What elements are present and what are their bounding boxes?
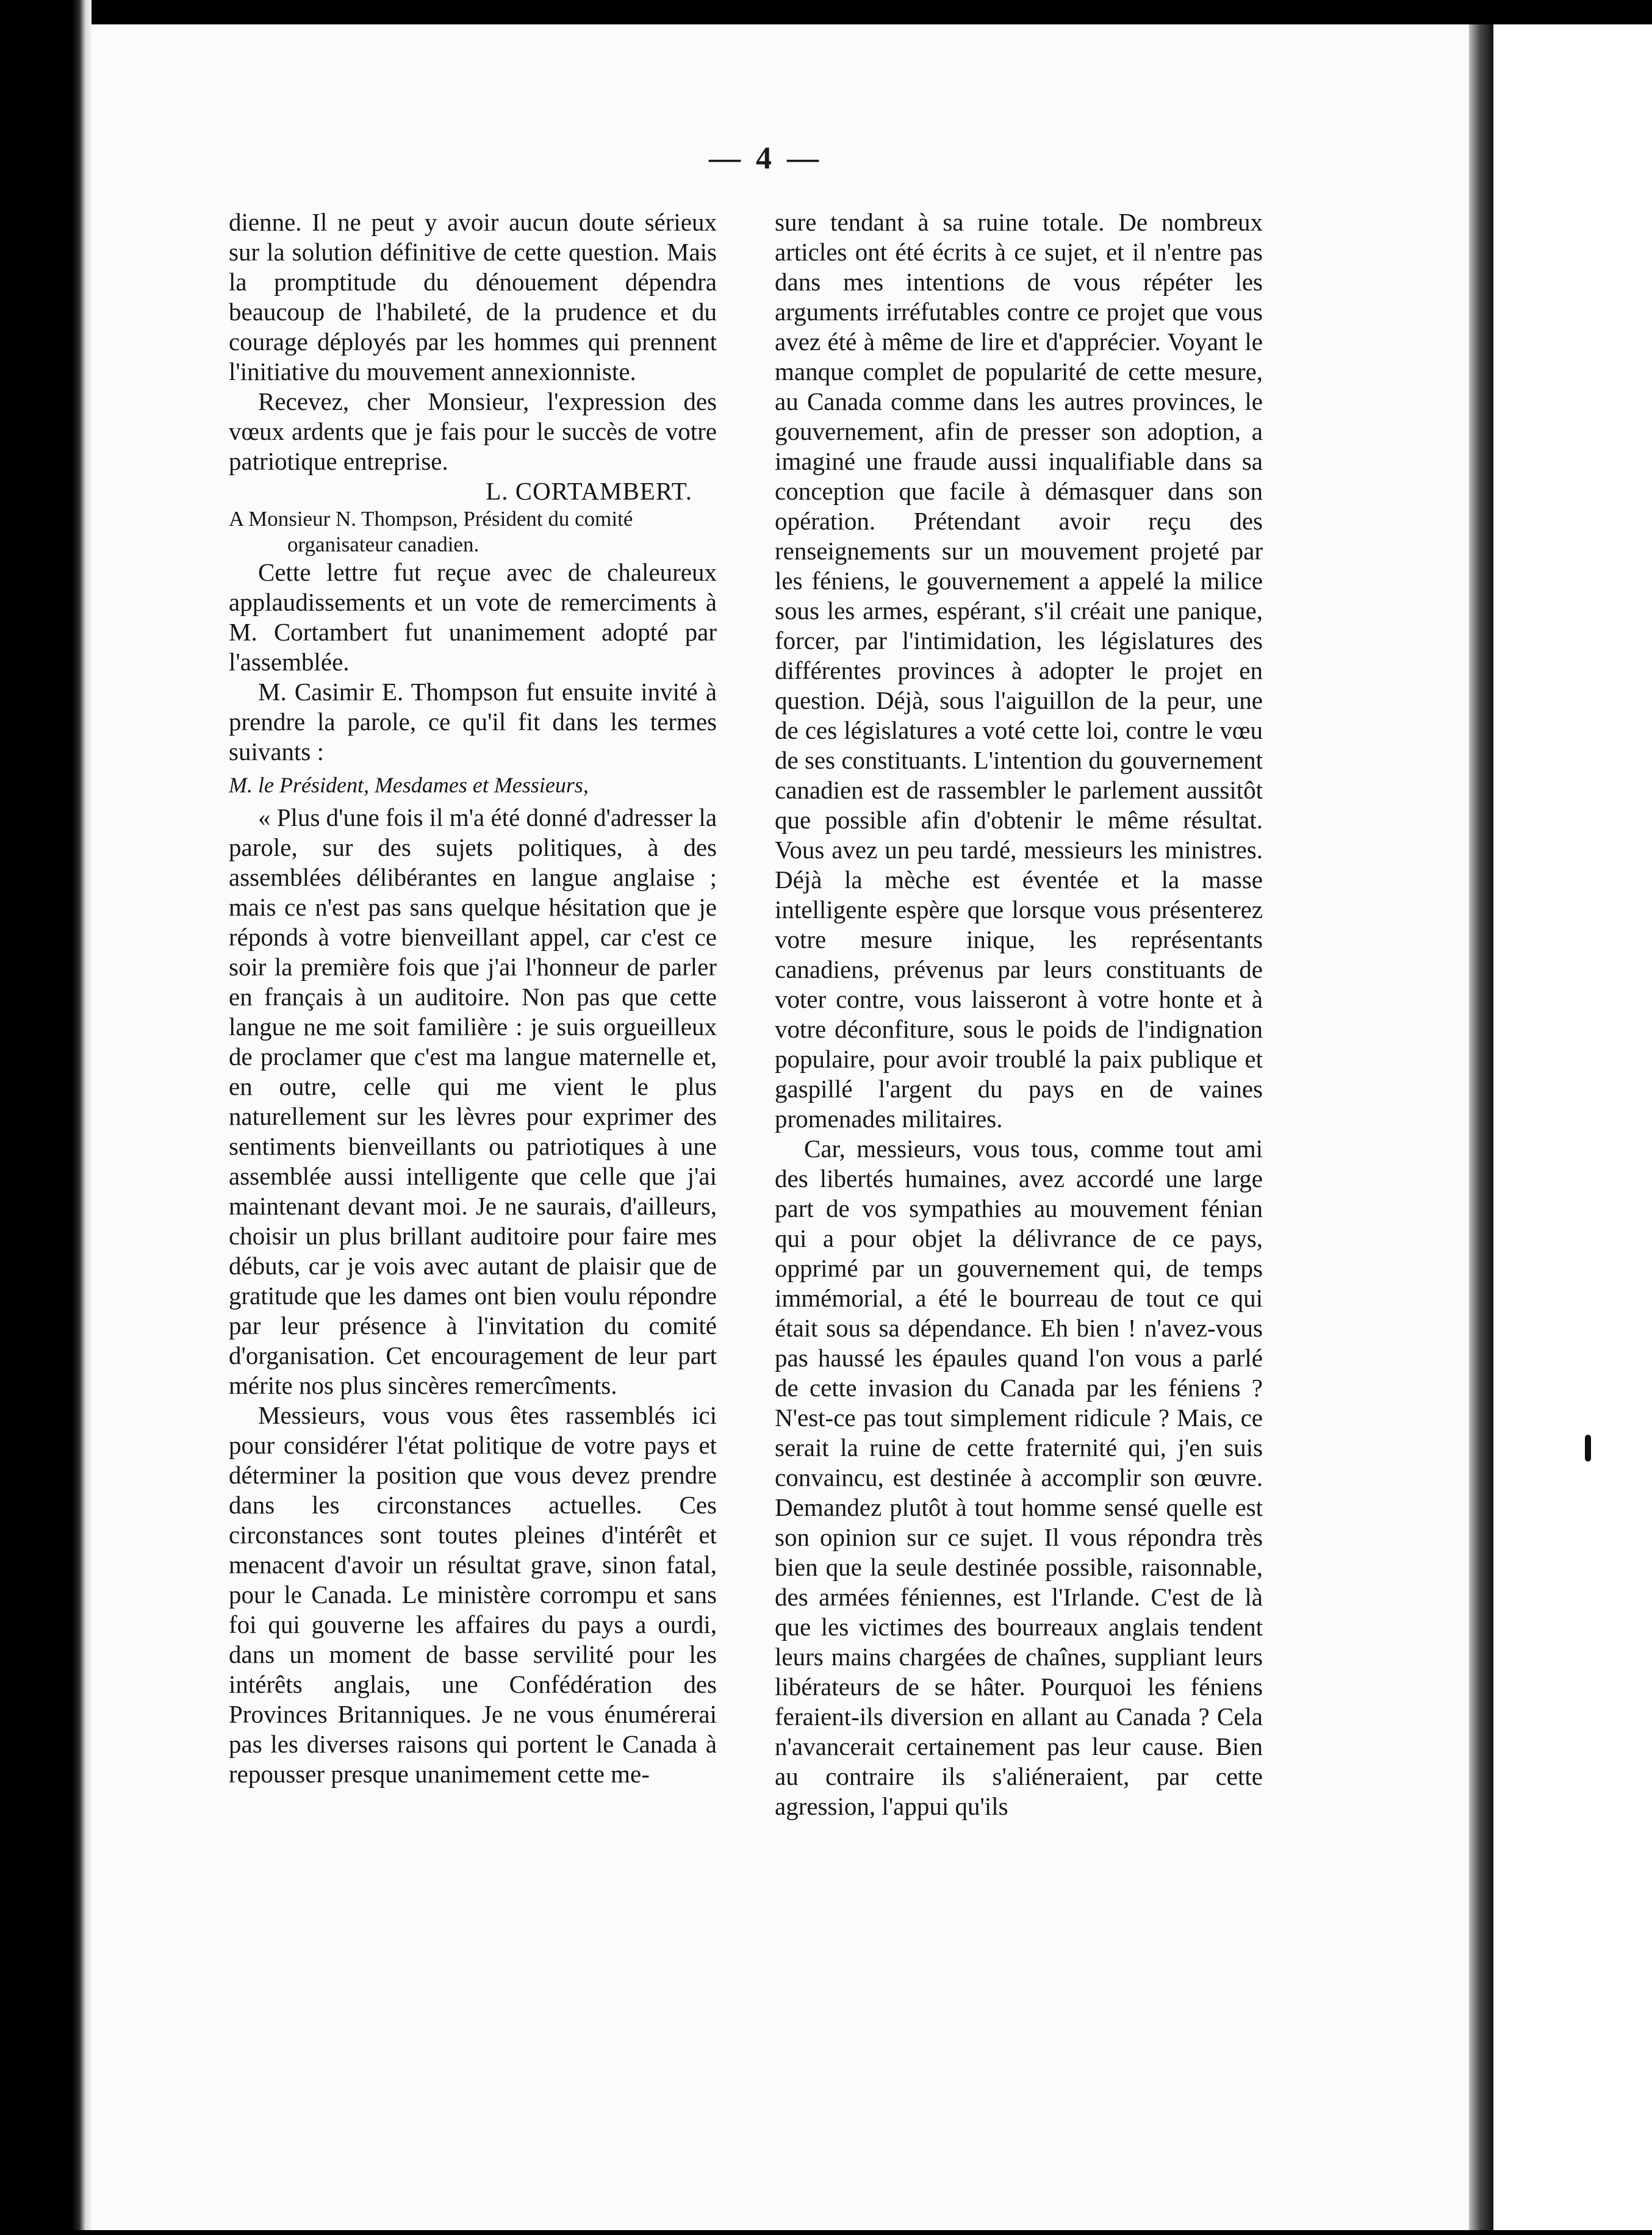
paragraph: Recevez, cher Monsieur, l'expression des vœux ardents que je fais pour le succès de votre patriotique entreprise. (229, 387, 717, 475)
ink-mark (1585, 1435, 1591, 1462)
salutation: M. le Président, Mesdames et Messieurs, (229, 773, 589, 797)
paragraph: Cette lettre fut reçue avec de chaleureux applaudissements et un vote de remerciments à M. Cortambert fut unanimement adopté par l'assemblée. (229, 558, 717, 676)
paragraph: dienne. Il ne peut y avoir aucun doute sérieux sur la solution définitive de cette question. Mais la promptitude du dénouement dépendra beaucoup de l'habileté, de la prudence et du courage déployés par les hommes qui prennent l'initiative du mouvement annexionniste. (229, 208, 717, 386)
right-column (775, 207, 1263, 1821)
adjacent-page-edge (1493, 24, 1652, 2230)
paragraph: Messieurs, vous vous êtes rassemblés ici pour considérer l'état politique de votre pays et déterminer la position que vous devez prendre dans les circonstances actuelles. Ces circonstances sont toutes pleines d'intérêt et menacent d'avoir un résultat grave, sinon fatal, pour le Canada. Le ministère corrompu et sans foi qui gouverne les affaires du pays a ourdi, dans un moment de basse servilité pour les intérêts anglais, une Confédération des Provinces Britanniques. Je ne vous énumérerai pas les diverses raisons qui portent le Canada à repousser presque unanimement cette me- (229, 1401, 717, 1788)
scan-top-border (0, 0, 1652, 24)
letter-address (229, 506, 717, 558)
paragraph: « Plus d'une fois il m'a été donné d'adresser la parole, sur des sujets politiques, à des assemblées délibérantes en langue anglaise ; mais ce n'est pas sans quelque hésitation que je réponds à votre bienveillant appel, car c'est ce soir la première fois que j'ai l'honneur de parler en français à un auditoire. Non pas que cette langue ne me soit familière : je suis orgueilleux de proclamer que c'est ma langue maternelle et, en outre, celle qui me vient le plus naturellement sur les lèvres pour exprimer des sentiments bienveillants ou patriotiques à une assemblée aussi intelligente que celle que j'ai maintenant devant moi. Je ne saurais, d'ailleurs, choisir un plus brillant auditoire pour faire mes débuts, car je vois avec autant de plaisir que de gratitude que les dames ont bien voulu répondre par leur présence à l'invitation du comité d'organisation. Cet encouragement de leur part mérite nos plus sincères remercîments. (229, 803, 717, 1399)
paragraph: M. Casimir E. Thompson fut ensuite invité à prendre la parole, ce qu'il fit dans les termes suivants : (229, 678, 717, 766)
paragraph: sure tendant à sa ruine totale. De nombreux articles ont été écrits à ce sujet, et il n'entre pas dans mes intentions de vous répéter les arguments irréfutables contre ce projet que vous avez été à même de lire et d'apprécier. Voyant le manque complet de popularité de cette mesure, au Canada comme dans les autres provinces, le gouvernement, afin de presser son adoption, a imaginé une fraude aussi inqualifiable dans sa conception que facile à démasquer dans son opération. Prétendant avoir reçu des renseignements sur un mouvement projeté par les féniens, le gouvernement a appelé la milice sous les armes, espérant, s'il créait une panique, forcer, par l'intimidation, les législatures des différentes provinces à adopter le projet en question. Déjà, sous l'aiguillon de la peur, une de ces législatures a voté cette loi, contre le vœu de ses constituants. L'intention du gouvernement canadien est de rassembler le parlement aussitôt que possible afin d'obtenir le même résultat. Vous avez un peu tardé, messieurs les ministres. Déjà la mèche est éventée et la masse intelligente espère que lorsque vous présenterez votre mesure inique, les représentants canadiens, prévenus par leurs constituants de voter contre, vous laisseront à votre honte et à votre déconfiture, sous le poids de l'indignation populaire, pour avoir troublé la paix publique et gaspillé l'argent du pays en de vaines promenades militaires. (775, 208, 1263, 1133)
address-line: organisateur canadien. (287, 533, 479, 556)
page-number: — 4 — (709, 141, 822, 176)
scan-left-border (0, 0, 92, 2235)
scan-bottom-border (0, 2230, 1652, 2235)
signature: L. CORTAMBERT. (486, 477, 692, 505)
left-column (229, 207, 717, 1789)
address-line: A Monsieur N. Thompson, Président du comité (229, 507, 633, 531)
paragraph: Car, messieurs, vous tous, comme tout ami des libertés humaines, avez accordé une large part de vos sympathies au mouvement fénian qui a pour objet la délivrance de ce pays, opprimé par un gouvernement qui, de temps immémorial, a été le bourreau de tout ce qui était sous sa dépendance. Eh bien ! n'avez-vous pas haussé les épaules quand l'on vous a parlé de cette invasion du Canada par les féniens ? N'est-ce pas tout simplement ridicule ? Mais, ce serait la ruine de cette fraternité qui, j'en suis convaincu, est destinée à accomplir son œuvre. Demandez plutôt à tout homme sensé quelle est son opinion sur ce sujet. Il vous répondra très bien que la seule destinée possible, raisonnable, des armées féniennes, est l'Irlande. C'est de là que les victimes des bourreaux anglais tendent leurs mains chargées de chaînes, suppliant leurs libérateurs de se hâter. Pourquoi les féniens feraient-ils diversion en allant au Canada ? Cela n'avancerait certainement pas leur cause. Bien au contraire ils s'aliéneraient, par cette agression, l'appui qu'ils (775, 1135, 1263, 1820)
